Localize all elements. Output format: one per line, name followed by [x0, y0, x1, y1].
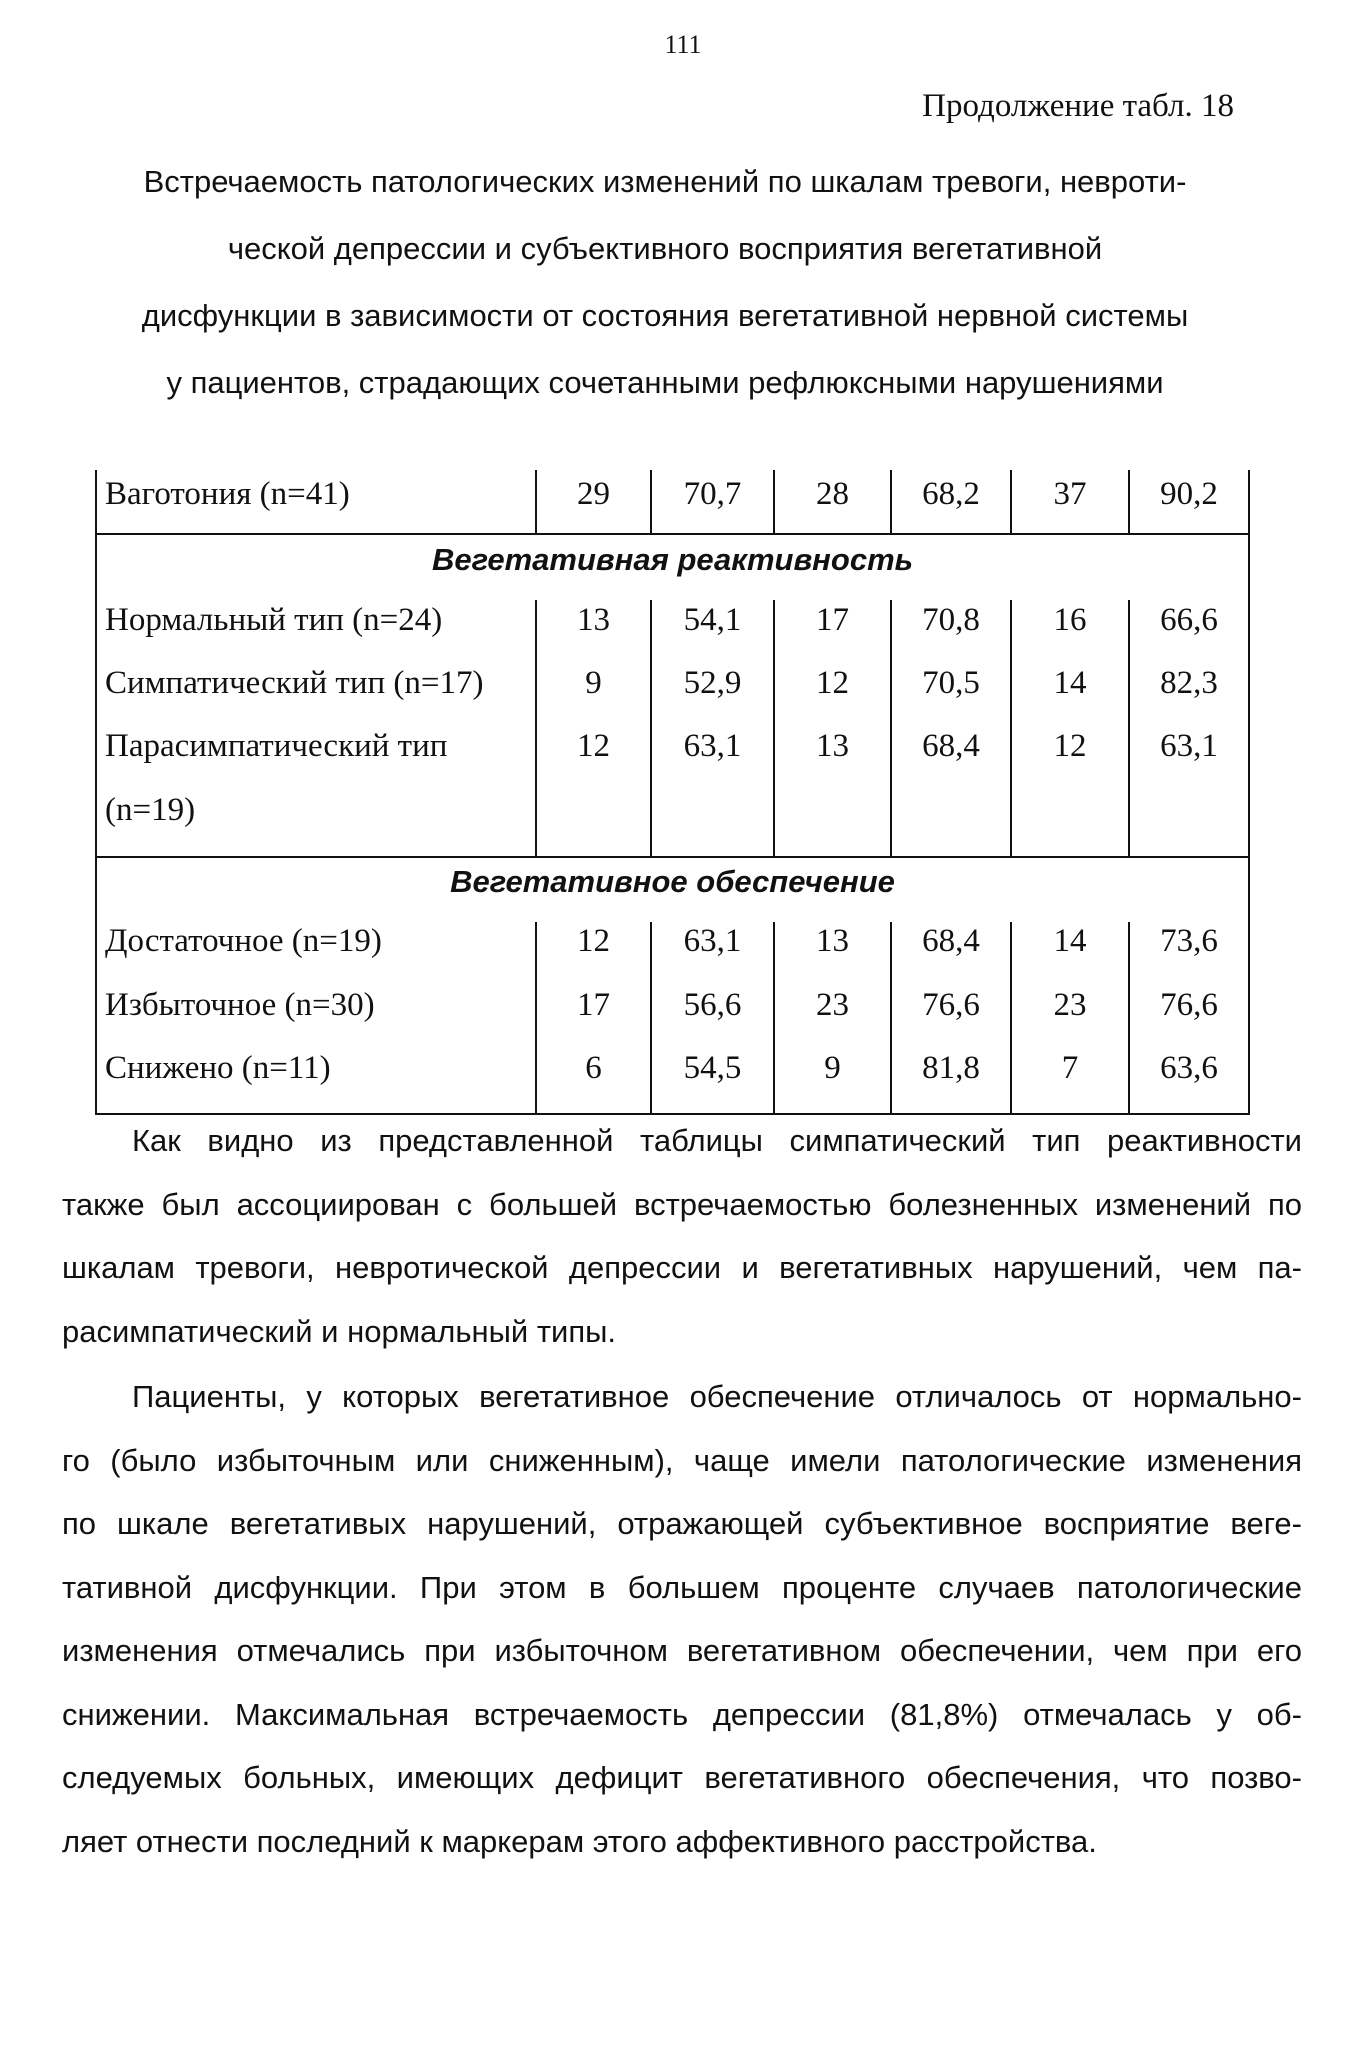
text-line: по шкале вегетативых нарушений, отражающей субъективное восприятие веге-	[62, 1506, 1302, 1541]
data-table	[95, 470, 1250, 1115]
table-cell: 9	[824, 1050, 841, 1086]
text-line: снижении. Максимальная встречаемость депрессии (81,8%) отмечалась у об-	[62, 1696, 1302, 1732]
table-cell: 68,2	[922, 476, 980, 512]
table-cell: 56,6	[683, 987, 742, 1023]
text-line: Как видно из представленной таблицы симпатический тип реактивности	[132, 1123, 1302, 1158]
table-cell: 81,8	[922, 1050, 980, 1086]
table-cell: 70,5	[922, 665, 980, 701]
section-divider	[95, 533, 1250, 535]
table-cell: 7	[1061, 1050, 1079, 1086]
table-cell: 73,6	[1160, 923, 1218, 959]
table-cell: 54,5	[683, 1050, 742, 1086]
paragraph	[62, 1109, 1302, 1363]
table-cell: 12	[577, 728, 610, 764]
text-line: изменения отмечались при избыточном вегетативном обеспечении, чем при его	[62, 1633, 1302, 1668]
table-cell: 13	[816, 728, 849, 764]
table-cell: 12	[1053, 728, 1087, 764]
table-cell: 70,7	[683, 476, 742, 512]
table-cell: 13	[577, 602, 610, 638]
table-cell: 66,6	[1160, 602, 1218, 638]
table-cell: 12	[816, 665, 849, 701]
title-line: у пациентов, страдающих сочетанными рефлюксными нарушениями	[166, 365, 1164, 400]
table-cell: 70,8	[922, 602, 980, 638]
table-cell: 63,6	[1160, 1050, 1218, 1086]
table-title	[90, 148, 1240, 416]
text-line: также был ассоциирован с большей встречаемостью болезненных изменений по	[62, 1186, 1302, 1222]
section-divider	[95, 856, 1250, 858]
row-label: Симпатический тип (n=17)	[105, 665, 484, 701]
text-line: тативной дисфункции. При этом в большем проценте случаев патологические	[62, 1569, 1302, 1605]
table-cell: 90,2	[1160, 476, 1218, 512]
table-cell: 9	[585, 665, 602, 701]
row-label: Достаточное (n=19)	[105, 923, 382, 959]
row-label: Снижено (n=11)	[105, 1050, 331, 1086]
text-line: следуемых больных, имеющих дефицит вегетативного обеспечения, что позво-	[62, 1760, 1302, 1795]
table-cell: 6	[585, 1050, 602, 1086]
table-cell: 63,1	[1160, 728, 1218, 764]
table-cell: 63,1	[683, 728, 742, 764]
table-cell: 23	[1053, 987, 1087, 1023]
text-line: го (было избыточным или сниженным), чаще имели патологические изменения	[62, 1442, 1302, 1478]
page-number: 111	[664, 30, 702, 59]
table-cell: 76,6	[922, 987, 980, 1023]
row-label: Избыточное (n=30)	[105, 987, 375, 1023]
title-line: дисфункции в зависимости от состояния вегетативной нервной системы	[141, 298, 1189, 333]
table-cell: 14	[1053, 665, 1087, 701]
row-label-continuation: (n=19)	[105, 792, 196, 828]
table-cell: 68,4	[922, 923, 980, 959]
text-line: шкалам тревоги, невротической депрессии и вегетативных нарушений, чем па-	[62, 1250, 1302, 1285]
table-cell: 37	[1053, 476, 1087, 512]
table-cell: 29	[577, 476, 610, 512]
row-label: Парасимпатический тип	[105, 728, 448, 764]
row-label: Ваготония (n=41)	[105, 476, 350, 512]
text-line: Пациенты, у которых вегетативное обеспечение отличалось от нормально-	[132, 1379, 1302, 1414]
row-label: Нормальный тип (n=24)	[105, 602, 443, 638]
table-cell: 17	[816, 602, 849, 638]
table-cell: 76,6	[1160, 987, 1218, 1023]
table-cell: 82,3	[1160, 665, 1218, 701]
table-cell: 16	[1053, 602, 1087, 638]
table-cell: 17	[577, 987, 610, 1023]
table-cell: 14	[1053, 923, 1087, 959]
section-title: Вегетативное обеспечение	[450, 864, 895, 899]
table-cell: 52,9	[683, 665, 742, 701]
section-title: Вегетативная реактивность	[431, 542, 914, 577]
table-continuation-label: Продолжение табл. 18	[922, 88, 1234, 124]
table-cell: 68,4	[922, 728, 980, 764]
title-line: Встречаемость патологических изменений по шкалам тревоги, невроти-	[143, 164, 1187, 199]
table-cell: 23	[816, 987, 849, 1023]
table-cell: 28	[816, 476, 849, 512]
text-line: расимпатический и нормальный типы.	[62, 1313, 617, 1349]
table-cell: 13	[816, 923, 849, 959]
table-cell: 63,1	[683, 923, 742, 959]
table-cell: 12	[577, 923, 610, 959]
paragraph	[62, 1365, 1302, 1873]
table-cell: 54,1	[683, 602, 742, 638]
title-line: ческой депрессии и субъективного восприятия вегетативной	[227, 231, 1103, 266]
text-line: ляет отнести последний к маркерам этого аффективного расстройства.	[62, 1823, 1097, 1859]
